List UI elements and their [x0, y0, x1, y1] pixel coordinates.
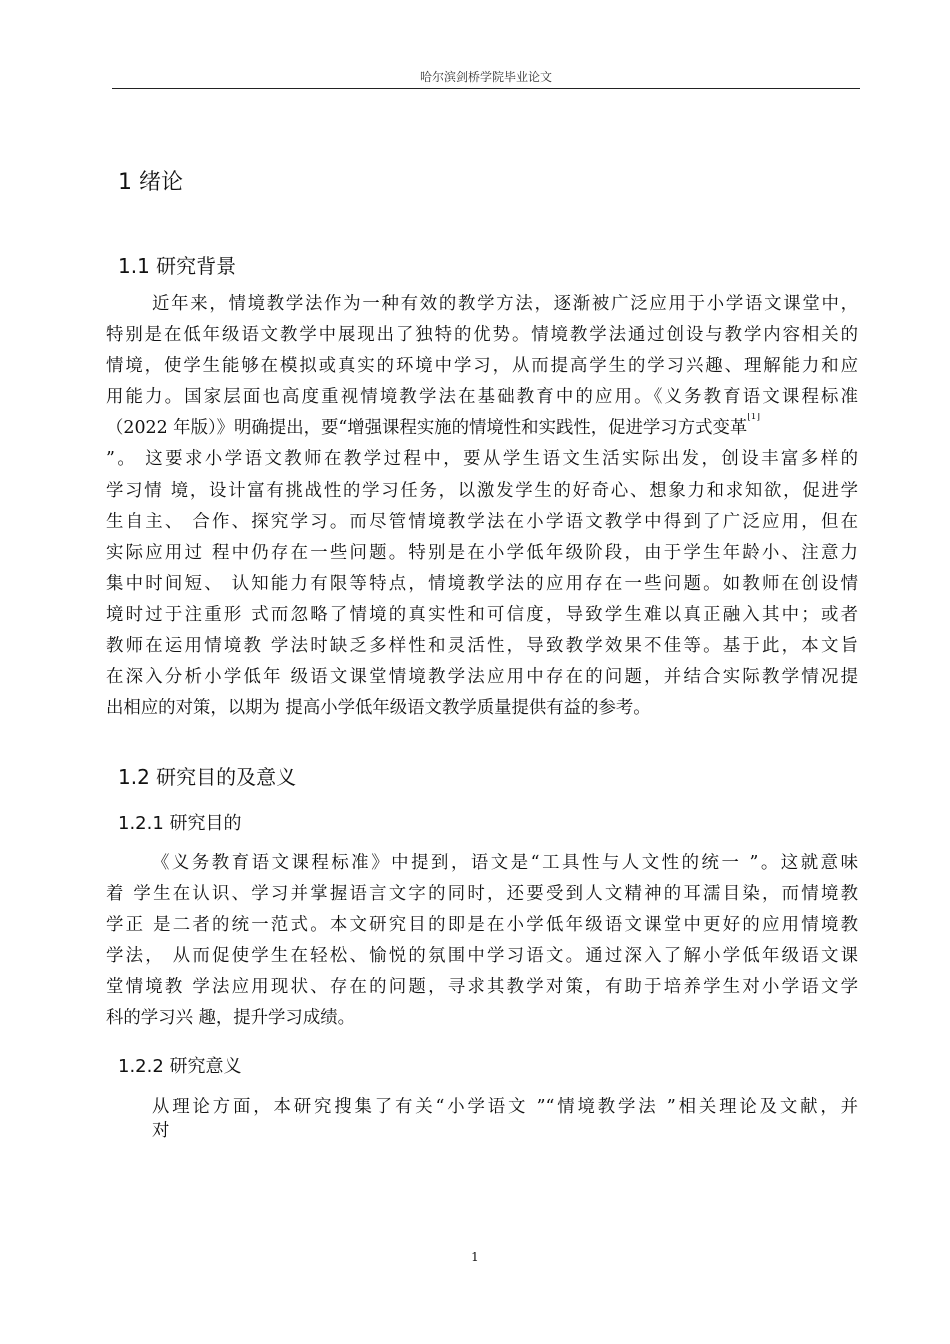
paragraph-research-background — [106, 289, 858, 724]
section-heading-1-1: 1.1 研究背景 — [118, 254, 237, 278]
subsection-heading-1-2-2: 1.2.2 研究意义 — [118, 1056, 242, 1077]
text-line: 集中时间短、 认知能力有限等特点，情境教学法的应用存在一些问题。如教师在创设情 — [106, 573, 858, 594]
text-line: 从理论方面，本研究搜集了有关“小学语文 ”“情境教学法 ”相关理论及文献，并 — [152, 1097, 858, 1117]
text-line: 用能力。国家层面也高度重视情境教学法在基础教育中的应用。《义务教育语文课程标准 — [106, 387, 858, 408]
text-line: ”。 这要求小学语文教师在教学过程中，要从学生语文生活实际出发，创设丰富多样的 — [106, 449, 858, 470]
text-line: 着 学生在认识、学习并掌握语言文字的同时，还要受到人文精神的耳濡目染，而情境教 — [106, 884, 858, 905]
text-line: 出相应的对策，以期为 提高小学低年级语文教学质量提供有益的参考。 — [106, 698, 651, 719]
text-line: 境时过于注重形 式而忽略了情境的真实性和可信度，导致学生难以真正融入其中；或者 — [106, 604, 858, 625]
paragraph-research-purpose — [106, 848, 858, 1035]
subsection-heading-1-2-1: 1.2.1 研究目的 — [118, 813, 242, 834]
text-line: 学法， 从而促使学生在轻松、愉悦的氛围中学习语文。通过深入了解小学低年级语文课 — [106, 946, 858, 967]
text-line-with-citation — [106, 413, 858, 444]
text-line: 堂情境教 学法应用现状、存在的问题，寻求其教学对策，有助于培养学生对小学语文学 — [106, 977, 858, 998]
text-line: （2022 年版）》明确提出，要“增强课程实施的情境性和实践性，促进学习方式变革 — [106, 418, 748, 439]
text-line: 学习情 境，设计富有挑战性的学习任务，以激发学生的好奇心、想象力和求知欲，促进学 — [106, 480, 858, 501]
text-line: 科的学习兴 趣，提升学习成绩。 — [106, 1008, 355, 1029]
text-line: 特别是在低年级语文教学中展现出了独特的优势。情境教学法通过创设与教学内容相关的 — [106, 325, 858, 346]
text-line: 情境，使学生能够在模拟或真实的环境中学习，从而提高学生的学习兴趣、理解能力和应 — [106, 356, 858, 377]
paragraph-research-significance — [106, 1095, 858, 1143]
text-line: 《义务教育语文课程标准》中提到，语文是“工具性与人文性的统一 ”。这就意味 — [152, 853, 858, 873]
text-line: 生自主、 合作、探究学习。而尽管情境教学法在小学语文教学中得到了广泛应用，但在 — [106, 511, 858, 532]
text-line: 对 — [152, 1121, 170, 1141]
page-number: 1 — [471, 1250, 479, 1264]
text-line: 教师在运用情境教 学法时缺乏多样性和灵活性，导致教学效果不佳等。基于此，本文旨 — [106, 636, 858, 657]
citation-marker: [1] — [747, 413, 761, 423]
text-line: 在深入分析小学低年 级语文课堂情境教学法应用中存在的问题，并结合实际教学情况提 — [106, 667, 858, 688]
text-line: 学正 是二者的统一范式。本文研究目的即是在小学低年级语文课堂中更好的应用情境教 — [106, 915, 858, 936]
running-header: 哈尔滨剑桥学院毕业论文 — [419, 70, 552, 84]
section-heading-1-2: 1.2 研究目的及意义 — [118, 765, 297, 789]
chapter-heading: 1 绪论 — [118, 170, 183, 195]
text-line: 实际应用过 程中仍存在一些问题。特别是在小学低年级阶段，由于学生年龄小、注意力 — [106, 542, 858, 563]
text-line: 近年来，情境教学法作为一种有效的教学方法，逐渐被广泛应用于小学语文课堂中， — [152, 294, 858, 314]
header-rule — [112, 88, 860, 89]
